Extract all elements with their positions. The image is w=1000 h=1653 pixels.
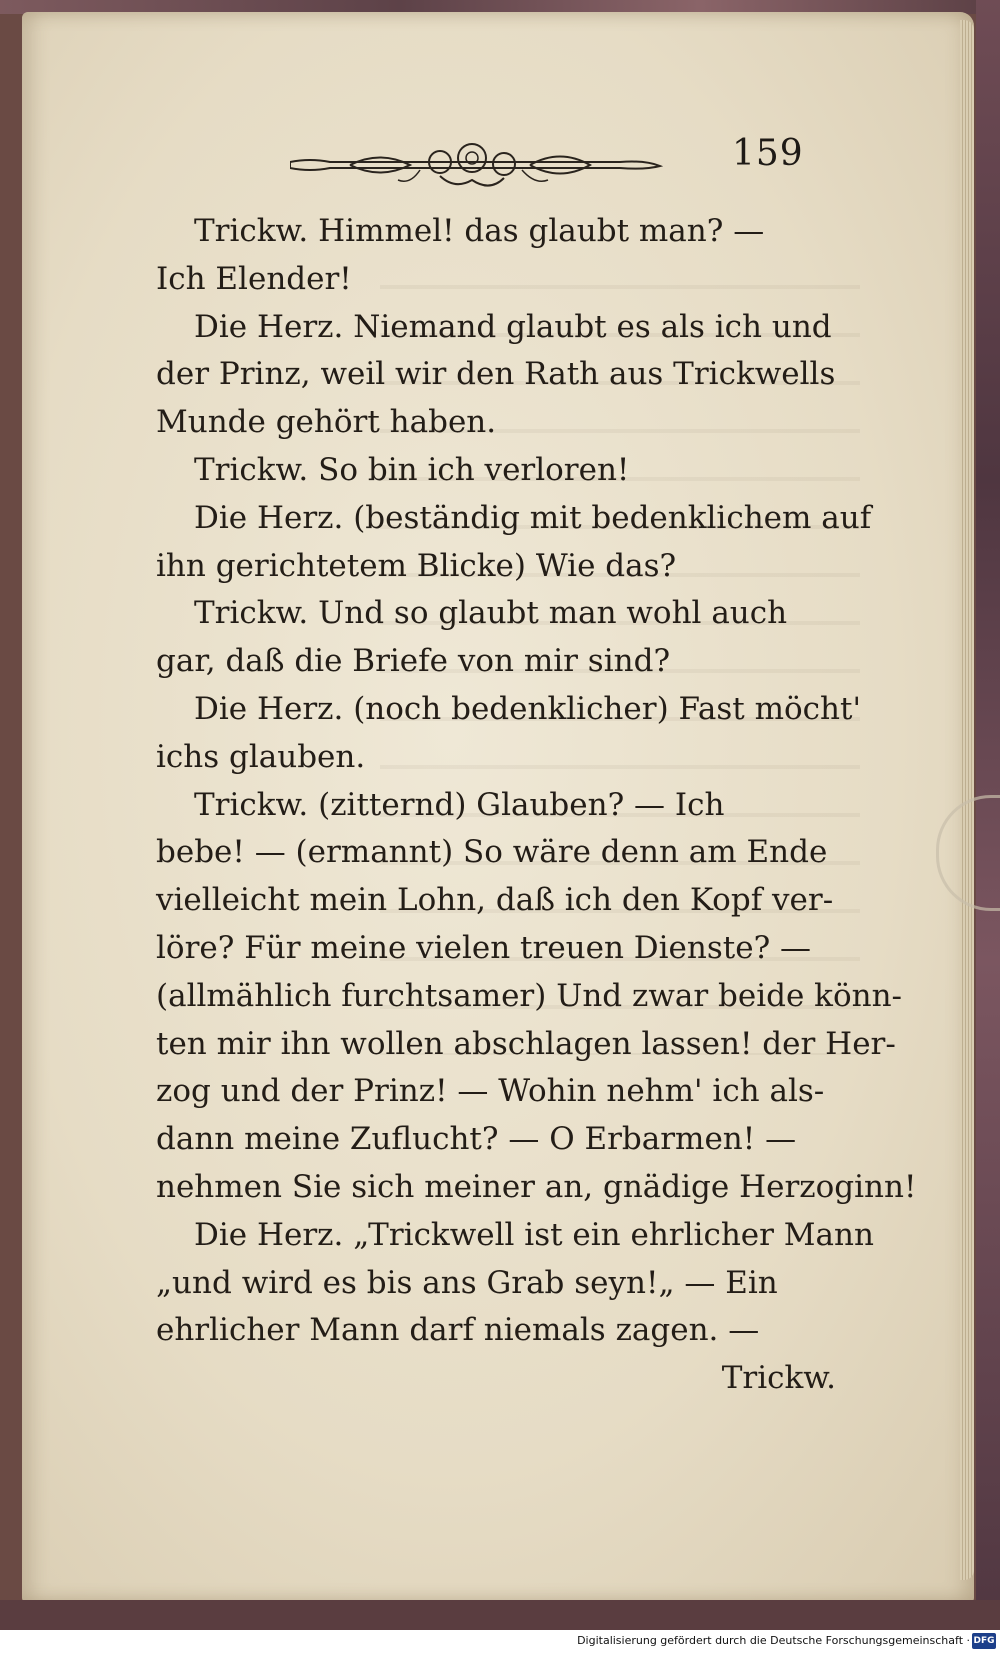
footer-bar — [0, 1630, 1000, 1653]
text-line: vielleicht mein Lohn, daß ich den Kopf ver- — [156, 882, 834, 919]
text-line: ten mir ihn wollen abschlagen lassen! der Her- — [156, 1025, 896, 1062]
text-line: Trickw. So bin ich verloren! — [194, 451, 630, 488]
text-line: gar, daß die Briefe von mir sind? — [156, 643, 671, 680]
text-line: Die Herz. (beständig mit bedenklichem auf — [194, 499, 872, 536]
text-line: Trickw. Und so glaubt man wohl auch — [194, 595, 788, 632]
catchword: Trickw. — [721, 1360, 836, 1397]
ornament-vignette — [290, 140, 670, 200]
text-line: Munde gehört haben. — [156, 404, 497, 441]
text-line: zog und der Prinz! — Wohin nehm' ich als- — [156, 1073, 825, 1110]
text-line: nehmen Sie sich meiner an, gnädige Herzoginn! — [156, 1168, 917, 1205]
footer-credit: Digitalisierung gefördert durch die Deutsche Forschungsgemeinschaft · — [577, 1634, 970, 1647]
book-cover-bottom — [0, 1600, 1000, 1630]
text-line: ehrlicher Mann darf niemals zagen. — — [156, 1312, 760, 1349]
text-line: löre? Für meine vielen treuen Dienste? — — [156, 929, 812, 966]
text-line: Die Herz. „Trickwell ist ein ehrlicher Mann — [194, 1216, 874, 1253]
text-line: (allmählich furchtsamer) Und zwar beide könn- — [156, 977, 903, 1014]
text-line: bebe! — (ermannt) So wäre denn am Ende — [156, 834, 828, 871]
text-line: Die Herz. (noch bedenklicher) Fast möcht' — [194, 690, 861, 727]
text-line: dann meine Zuflucht? — O Erbarmen! — — [156, 1121, 797, 1158]
text-line: ichs glauben. — [156, 738, 366, 775]
text-line: ihn gerichtetem Blicke) Wie das? — [156, 547, 677, 584]
text-line: der Prinz, weil wir den Rath aus Trickwells — [156, 356, 836, 393]
text-line: Trickw. (zitternd) Glauben? — Ich — [194, 786, 725, 823]
dfg-logo: DFG — [972, 1633, 996, 1649]
text-line: Die Herz. Niemand glaubt es als ich und — [194, 308, 832, 345]
text-line: Trickw. Himmel! das glaubt man? — — [194, 213, 765, 249]
text-line: „und wird es bis ans Grab seyn!„ — Ein — [156, 1264, 778, 1301]
page-text — [156, 208, 917, 1403]
text-line: Ich Elender! — [156, 260, 352, 297]
page-number: 159 — [732, 133, 804, 174]
